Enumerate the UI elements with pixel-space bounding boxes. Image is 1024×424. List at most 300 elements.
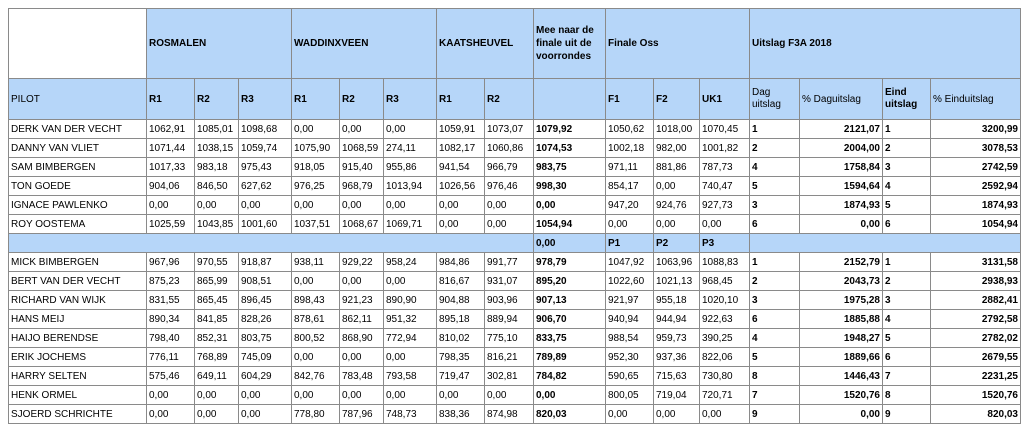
pct-daguitslag-cell: 1975,28 <box>800 291 883 310</box>
dag-uitslag-cell: 2 <box>750 139 800 158</box>
r2-cell: 931,07 <box>485 272 534 291</box>
r1-cell: 1017,33 <box>147 158 195 177</box>
r2-cell: 868,90 <box>340 329 384 348</box>
r1-cell: 0,00 <box>147 196 195 215</box>
separator-fill <box>750 234 1021 253</box>
r2-cell: 874,98 <box>485 405 534 424</box>
separator-row <box>9 234 1021 253</box>
r1-cell: 875,23 <box>147 272 195 291</box>
r1-cell: 1025,59 <box>147 215 195 234</box>
r1-cell: 816,67 <box>437 272 485 291</box>
r1-cell: 0,00 <box>147 386 195 405</box>
f1-cell: 921,97 <box>606 291 654 310</box>
col-r3: R3 <box>384 79 437 120</box>
separator-p1: P1 <box>606 234 654 253</box>
f2-cell: 955,18 <box>654 291 700 310</box>
col-f1: F1 <box>606 79 654 120</box>
uk1-cell: 822,06 <box>700 348 750 367</box>
r1-cell: 938,11 <box>292 253 340 272</box>
pct-daguitslag-cell: 2004,00 <box>800 139 883 158</box>
col-eind-uitslag: Eind uitslag <box>883 79 931 120</box>
r3-cell: 1013,94 <box>384 177 437 196</box>
col-r1: R1 <box>292 79 340 120</box>
r2-cell: 852,31 <box>195 329 239 348</box>
results-table <box>8 8 1021 424</box>
col-uk1: UK1 <box>700 79 750 120</box>
r1-cell: 0,00 <box>437 215 485 234</box>
f1-cell: 1022,60 <box>606 272 654 291</box>
r1-cell: 800,52 <box>292 329 340 348</box>
r1-cell: 1059,91 <box>437 120 485 139</box>
r2-cell: 649,11 <box>195 367 239 386</box>
mee-finale-cell: 983,75 <box>534 158 606 177</box>
pct-einduitslag-cell: 1874,93 <box>931 196 1021 215</box>
mee-finale-cell: 820,03 <box>534 405 606 424</box>
f2-cell: 0,00 <box>654 215 700 234</box>
pct-daguitslag-cell: 2121,07 <box>800 120 883 139</box>
pct-einduitslag-cell: 1054,94 <box>931 215 1021 234</box>
dag-uitslag-cell: 9 <box>750 405 800 424</box>
r3-cell: 0,00 <box>384 348 437 367</box>
col-r1: R1 <box>147 79 195 120</box>
pilot-name-cell: HARRY SELTEN <box>9 367 147 386</box>
r1-cell: 0,00 <box>292 272 340 291</box>
r2-cell: 968,79 <box>340 177 384 196</box>
eind-uitslag-cell: 4 <box>883 310 931 329</box>
f2-cell: 881,86 <box>654 158 700 177</box>
table-row <box>9 310 1021 329</box>
r3-cell: 1069,71 <box>384 215 437 234</box>
r2-cell: 976,46 <box>485 177 534 196</box>
r3-cell: 772,94 <box>384 329 437 348</box>
pct-einduitslag-cell: 2882,41 <box>931 291 1021 310</box>
pct-einduitslag-cell: 3078,53 <box>931 139 1021 158</box>
f1-cell: 1050,62 <box>606 120 654 139</box>
r1-cell: 898,43 <box>292 291 340 310</box>
r3-cell: 958,24 <box>384 253 437 272</box>
r1-cell: 0,00 <box>292 348 340 367</box>
r3-cell: 0,00 <box>384 196 437 215</box>
r3-cell: 274,11 <box>384 139 437 158</box>
r1-cell: 1071,44 <box>147 139 195 158</box>
dag-uitslag-cell: 3 <box>750 291 800 310</box>
eind-uitslag-cell: 6 <box>883 348 931 367</box>
r3-cell: 0,00 <box>384 272 437 291</box>
f2-cell: 944,94 <box>654 310 700 329</box>
group-kaatsheuvel: KAATSHEUVEL <box>437 9 534 79</box>
table-row <box>9 158 1021 177</box>
pilot-name-cell: DANNY VAN VLIET <box>9 139 147 158</box>
uk1-cell: 1020,10 <box>700 291 750 310</box>
r1-cell: 904,88 <box>437 291 485 310</box>
r2-cell: 929,22 <box>340 253 384 272</box>
r2-cell: 302,81 <box>485 367 534 386</box>
pct-einduitslag-cell: 2782,02 <box>931 329 1021 348</box>
dag-uitslag-cell: 7 <box>750 386 800 405</box>
r1-cell: 1062,91 <box>147 120 195 139</box>
f2-cell: 1021,13 <box>654 272 700 291</box>
r3-cell: 896,45 <box>239 291 292 310</box>
r3-cell: 955,86 <box>384 158 437 177</box>
pct-daguitslag-cell: 1885,88 <box>800 310 883 329</box>
r2-cell: 816,21 <box>485 348 534 367</box>
pilot-name-cell: ERIK JOCHEMS <box>9 348 147 367</box>
col-pct-einduitslag: % Einduitslag <box>931 79 1021 120</box>
r1-cell: 0,00 <box>437 196 485 215</box>
f1-cell: 0,00 <box>606 215 654 234</box>
r1-cell: 838,36 <box>437 405 485 424</box>
pilot-name-cell: HAIJO BERENDSE <box>9 329 147 348</box>
r1-cell: 0,00 <box>292 120 340 139</box>
r1-cell: 904,06 <box>147 177 195 196</box>
table-row <box>9 272 1021 291</box>
separator-fill <box>9 234 534 253</box>
r1-cell: 895,18 <box>437 310 485 329</box>
uk1-cell: 787,73 <box>700 158 750 177</box>
r2-cell: 915,40 <box>340 158 384 177</box>
r1-cell: 918,05 <box>292 158 340 177</box>
pct-daguitslag-cell: 2152,79 <box>800 253 883 272</box>
f2-cell: 1018,00 <box>654 120 700 139</box>
pilot-name-cell: TON GOEDE <box>9 177 147 196</box>
r2-cell: 0,00 <box>195 405 239 424</box>
pct-einduitslag-cell: 3200,99 <box>931 120 1021 139</box>
pilot-name-cell: SAM BIMBERGEN <box>9 158 147 177</box>
group-rosmalen: ROSMALEN <box>147 9 292 79</box>
pct-einduitslag-cell: 1520,76 <box>931 386 1021 405</box>
r3-cell: 1001,60 <box>239 215 292 234</box>
r2-cell: 0,00 <box>340 196 384 215</box>
r2-cell: 862,11 <box>340 310 384 329</box>
pct-daguitslag-cell: 1446,43 <box>800 367 883 386</box>
mee-finale-cell: 0,00 <box>534 386 606 405</box>
r2-cell: 846,50 <box>195 177 239 196</box>
uk1-cell: 1001,82 <box>700 139 750 158</box>
r2-cell: 768,89 <box>195 348 239 367</box>
col-r3: R3 <box>239 79 292 120</box>
r2-cell: 1068,67 <box>340 215 384 234</box>
pct-einduitslag-cell: 3131,58 <box>931 253 1021 272</box>
f1-cell: 1047,92 <box>606 253 654 272</box>
eind-uitslag-cell: 2 <box>883 139 931 158</box>
f2-cell: 924,76 <box>654 196 700 215</box>
table-row <box>9 177 1021 196</box>
pct-daguitslag-cell: 2043,73 <box>800 272 883 291</box>
f1-cell: 952,30 <box>606 348 654 367</box>
f2-cell: 0,00 <box>654 405 700 424</box>
r1-cell: 0,00 <box>292 386 340 405</box>
r3-cell: 918,87 <box>239 253 292 272</box>
r1-cell: 575,46 <box>147 367 195 386</box>
r3-cell: 0,00 <box>384 386 437 405</box>
pilot-name-cell: HANS MEIJ <box>9 310 147 329</box>
r1-cell: 890,34 <box>147 310 195 329</box>
mee-finale-cell: 906,70 <box>534 310 606 329</box>
r1-cell: 776,11 <box>147 348 195 367</box>
r2-cell: 775,10 <box>485 329 534 348</box>
group-waddinxveen: WADDINXVEEN <box>292 9 437 79</box>
f2-cell: 959,73 <box>654 329 700 348</box>
uk1-cell: 720,71 <box>700 386 750 405</box>
col-pilot: PILOT <box>9 79 147 120</box>
r3-cell: 908,51 <box>239 272 292 291</box>
pct-daguitslag-cell: 1758,84 <box>800 158 883 177</box>
separator-p3: P3 <box>700 234 750 253</box>
col-dag-uitslag: Dag uitslag <box>750 79 800 120</box>
group-mee: Mee naar de finale uit de voorrondes <box>534 9 606 79</box>
r1-cell: 810,02 <box>437 329 485 348</box>
pct-einduitslag-cell: 2679,55 <box>931 348 1021 367</box>
dag-uitslag-cell: 2 <box>750 272 800 291</box>
f1-cell: 590,65 <box>606 367 654 386</box>
eind-uitslag-cell: 1 <box>883 120 931 139</box>
uk1-cell: 922,63 <box>700 310 750 329</box>
r3-cell: 0,00 <box>384 120 437 139</box>
r2-cell: 921,23 <box>340 291 384 310</box>
eind-uitslag-cell: 6 <box>883 215 931 234</box>
mee-finale-cell: 1079,92 <box>534 120 606 139</box>
dag-uitslag-cell: 4 <box>750 158 800 177</box>
uk1-cell: 968,45 <box>700 272 750 291</box>
r1-cell: 878,61 <box>292 310 340 329</box>
r1-cell: 984,86 <box>437 253 485 272</box>
r2-cell: 0,00 <box>485 386 534 405</box>
r3-cell: 0,00 <box>239 386 292 405</box>
f2-cell: 719,04 <box>654 386 700 405</box>
r2-cell: 991,77 <box>485 253 534 272</box>
dag-uitslag-cell: 6 <box>750 215 800 234</box>
col-r2: R2 <box>340 79 384 120</box>
dag-uitslag-cell: 1 <box>750 120 800 139</box>
r1-cell: 1026,56 <box>437 177 485 196</box>
table-row <box>9 215 1021 234</box>
pilot-name-cell: RICHARD VAN WIJK <box>9 291 147 310</box>
group-uitslag: Uitslag F3A 2018 <box>750 9 1021 79</box>
pilot-name-cell: ROY OOSTEMA <box>9 215 147 234</box>
eind-uitslag-cell: 3 <box>883 291 931 310</box>
eind-uitslag-cell: 2 <box>883 272 931 291</box>
r2-cell: 0,00 <box>340 120 384 139</box>
r1-cell: 719,47 <box>437 367 485 386</box>
r2-cell: 966,79 <box>485 158 534 177</box>
r3-cell: 1098,68 <box>239 120 292 139</box>
r1-cell: 967,96 <box>147 253 195 272</box>
eind-uitslag-cell: 5 <box>883 329 931 348</box>
pilot-name-cell: BERT VAN DER VECHT <box>9 272 147 291</box>
col-r2: R2 <box>485 79 534 120</box>
r3-cell: 748,73 <box>384 405 437 424</box>
r2-cell: 0,00 <box>340 348 384 367</box>
mee-finale-cell: 1074,53 <box>534 139 606 158</box>
separator-mee: 0,00 <box>534 234 606 253</box>
mee-finale-cell: 907,13 <box>534 291 606 310</box>
r3-cell: 745,09 <box>239 348 292 367</box>
dag-uitslag-cell: 5 <box>750 177 800 196</box>
r3-cell: 828,26 <box>239 310 292 329</box>
mee-finale-cell: 978,79 <box>534 253 606 272</box>
r2-cell: 1038,15 <box>195 139 239 158</box>
r1-cell: 0,00 <box>437 386 485 405</box>
r1-cell: 1082,17 <box>437 139 485 158</box>
pct-einduitslag-cell: 2792,58 <box>931 310 1021 329</box>
r3-cell: 627,62 <box>239 177 292 196</box>
pilot-name-cell: HENK ORMEL <box>9 386 147 405</box>
pilot-name-cell: DERK VAN DER VECHT <box>9 120 147 139</box>
r1-cell: 842,76 <box>292 367 340 386</box>
dag-uitslag-cell: 1 <box>750 253 800 272</box>
table-row <box>9 348 1021 367</box>
f1-cell: 940,94 <box>606 310 654 329</box>
r2-cell: 970,55 <box>195 253 239 272</box>
pct-einduitslag-cell: 2231,25 <box>931 367 1021 386</box>
eind-uitslag-cell: 5 <box>883 196 931 215</box>
f2-cell: 1063,96 <box>654 253 700 272</box>
mee-finale-cell: 833,75 <box>534 329 606 348</box>
dag-uitslag-cell: 4 <box>750 329 800 348</box>
r2-cell: 783,48 <box>340 367 384 386</box>
r3-cell: 975,43 <box>239 158 292 177</box>
r1-cell: 941,54 <box>437 158 485 177</box>
r1-cell: 798,40 <box>147 329 195 348</box>
pct-daguitslag-cell: 0,00 <box>800 405 883 424</box>
r2-cell: 841,85 <box>195 310 239 329</box>
r2-cell: 889,94 <box>485 310 534 329</box>
r2-cell: 865,45 <box>195 291 239 310</box>
dag-uitslag-cell: 5 <box>750 348 800 367</box>
r1-cell: 831,55 <box>147 291 195 310</box>
table-row <box>9 367 1021 386</box>
table-row <box>9 196 1021 215</box>
table-row <box>9 329 1021 348</box>
r2-cell: 0,00 <box>485 215 534 234</box>
r2-cell: 0,00 <box>195 386 239 405</box>
r3-cell: 0,00 <box>239 405 292 424</box>
f1-cell: 0,00 <box>606 405 654 424</box>
pct-daguitslag-cell: 1874,93 <box>800 196 883 215</box>
uk1-cell: 390,25 <box>700 329 750 348</box>
pct-daguitslag-cell: 1594,64 <box>800 177 883 196</box>
table-row <box>9 253 1021 272</box>
uk1-cell: 1088,83 <box>700 253 750 272</box>
r3-cell: 604,29 <box>239 367 292 386</box>
eind-uitslag-cell: 9 <box>883 405 931 424</box>
r1-cell: 976,25 <box>292 177 340 196</box>
corner-cell <box>9 9 147 79</box>
r2-cell: 0,00 <box>340 272 384 291</box>
f2-cell: 937,36 <box>654 348 700 367</box>
r3-cell: 803,75 <box>239 329 292 348</box>
mee-finale-cell: 998,30 <box>534 177 606 196</box>
pct-daguitslag-cell: 1520,76 <box>800 386 883 405</box>
pct-einduitslag-cell: 2938,93 <box>931 272 1021 291</box>
col-mee <box>534 79 606 120</box>
r1-cell: 1037,51 <box>292 215 340 234</box>
r2-cell: 903,96 <box>485 291 534 310</box>
r1-cell: 1075,90 <box>292 139 340 158</box>
f1-cell: 988,54 <box>606 329 654 348</box>
r3-cell: 793,58 <box>384 367 437 386</box>
col-r1: R1 <box>437 79 485 120</box>
r2-cell: 0,00 <box>485 196 534 215</box>
col-pct-daguitslag: % Daguitslag <box>800 79 883 120</box>
dag-uitslag-cell: 3 <box>750 196 800 215</box>
f1-cell: 947,20 <box>606 196 654 215</box>
pct-daguitslag-cell: 0,00 <box>800 215 883 234</box>
separator-p2: P2 <box>654 234 700 253</box>
pct-daguitslag-cell: 1889,66 <box>800 348 883 367</box>
f2-cell: 0,00 <box>654 177 700 196</box>
r2-cell: 1085,01 <box>195 120 239 139</box>
f1-cell: 971,11 <box>606 158 654 177</box>
table-row <box>9 120 1021 139</box>
r2-cell: 865,99 <box>195 272 239 291</box>
mee-finale-cell: 0,00 <box>534 196 606 215</box>
r2-cell: 1060,86 <box>485 139 534 158</box>
pct-einduitslag-cell: 2592,94 <box>931 177 1021 196</box>
table-row <box>9 291 1021 310</box>
r1-cell: 0,00 <box>292 196 340 215</box>
r1-cell: 0,00 <box>147 405 195 424</box>
r2-cell: 1073,07 <box>485 120 534 139</box>
eind-uitslag-cell: 1 <box>883 253 931 272</box>
r2-cell: 1068,59 <box>340 139 384 158</box>
r3-cell: 890,90 <box>384 291 437 310</box>
mee-finale-cell: 784,82 <box>534 367 606 386</box>
r3-cell: 951,32 <box>384 310 437 329</box>
f1-cell: 854,17 <box>606 177 654 196</box>
f2-cell: 715,63 <box>654 367 700 386</box>
f1-cell: 1002,18 <box>606 139 654 158</box>
group-header-row <box>9 9 1021 79</box>
dag-uitslag-cell: 6 <box>750 310 800 329</box>
table-row <box>9 139 1021 158</box>
column-header-row <box>9 79 1021 120</box>
r1-cell: 798,35 <box>437 348 485 367</box>
eind-uitslag-cell: 4 <box>883 177 931 196</box>
r2-cell: 0,00 <box>340 386 384 405</box>
pct-einduitslag-cell: 2742,59 <box>931 158 1021 177</box>
pilot-name-cell: IGNACE PAWLENKO <box>9 196 147 215</box>
r2-cell: 0,00 <box>195 196 239 215</box>
r2-cell: 1043,85 <box>195 215 239 234</box>
f1-cell: 800,05 <box>606 386 654 405</box>
mee-finale-cell: 789,89 <box>534 348 606 367</box>
eind-uitslag-cell: 3 <box>883 158 931 177</box>
col-r2: R2 <box>195 79 239 120</box>
uk1-cell: 0,00 <box>700 405 750 424</box>
table-row <box>9 386 1021 405</box>
eind-uitslag-cell: 8 <box>883 386 931 405</box>
mee-finale-cell: 1054,94 <box>534 215 606 234</box>
uk1-cell: 0,00 <box>700 215 750 234</box>
dag-uitslag-cell: 8 <box>750 367 800 386</box>
r1-cell: 778,80 <box>292 405 340 424</box>
group-finale-oss: Finale Oss <box>606 9 750 79</box>
r3-cell: 1059,74 <box>239 139 292 158</box>
pct-einduitslag-cell: 820,03 <box>931 405 1021 424</box>
uk1-cell: 1070,45 <box>700 120 750 139</box>
r2-cell: 787,96 <box>340 405 384 424</box>
pilot-name-cell: SJOERD SCHRICHTE <box>9 405 147 424</box>
r2-cell: 983,18 <box>195 158 239 177</box>
r3-cell: 0,00 <box>239 196 292 215</box>
col-f2: F2 <box>654 79 700 120</box>
mee-finale-cell: 895,20 <box>534 272 606 291</box>
uk1-cell: 927,73 <box>700 196 750 215</box>
pilot-name-cell: MICK BIMBERGEN <box>9 253 147 272</box>
uk1-cell: 740,47 <box>700 177 750 196</box>
uk1-cell: 730,80 <box>700 367 750 386</box>
